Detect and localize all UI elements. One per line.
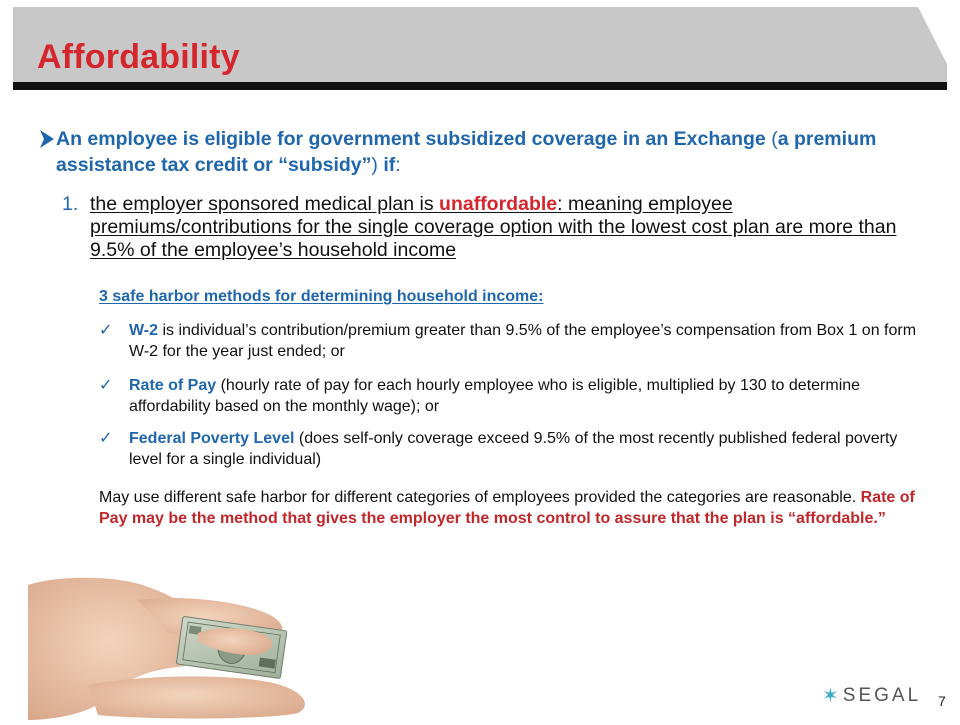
page-number: 7	[938, 693, 946, 709]
segal-logo	[822, 685, 921, 707]
closing-emphasis: Rate of Pay may be the method that gives the employer the most control to assure that the plan is “affordable.”	[99, 489, 915, 527]
safe-harbor-item: ✓ Federal Poverty Level (does self-only coverage exceed 9.5% of the most recently published federal poverty level for a single individual)	[99, 430, 898, 468]
safe-harbor-heading: 3 safe harbor methods for determining household income:	[99, 288, 544, 305]
main-point-text: An employee is eligible for government subsidized coverage in an Exchange (a premium assistance tax credit or “subsidy”) if:	[56, 128, 877, 176]
item-number: 1.	[62, 193, 79, 215]
main-point	[40, 126, 940, 178]
unaffordable-term: unaffordable	[439, 193, 558, 215]
closing-paragraph: May use different safe harbor for different categories of employees provided the categories are reasonable. Rate of Pay may be the method that gives the employer the most control to assure that the plan is “affordable.”	[99, 489, 915, 527]
hand-holding-bill-image	[28, 575, 328, 720]
segal-wordmark: SEGAL	[842, 685, 922, 706]
arrow-bullet-icon	[40, 129, 54, 155]
numbered-item-text: the employer sponsored medical plan is unaffordable: meaning employee premiums/contributions for the single coverage option with the lowest cost plan are more than 9.5% of the employee’s household income	[90, 193, 897, 261]
safe-harbor-item: ✓ Rate of Pay (hourly rate of pay for each hourly employee who is eligible, multiplied by 130 to determine affordability based on the monthly wage); or	[99, 377, 861, 415]
checkmark-icon: ✓	[99, 322, 113, 339]
checkmark-icon: ✓	[99, 430, 113, 447]
segal-star-icon: ✶	[822, 685, 839, 707]
slide-title: Affordability	[37, 38, 240, 76]
safe-harbor-item: ✓ W-2 is individual’s contribution/premium greater than 9.5% of the employee’s compensation from Box 1 on form W-2 for the year just ended; or	[99, 322, 917, 360]
checkmark-icon: ✓	[99, 377, 113, 394]
numbered-item	[62, 193, 938, 262]
